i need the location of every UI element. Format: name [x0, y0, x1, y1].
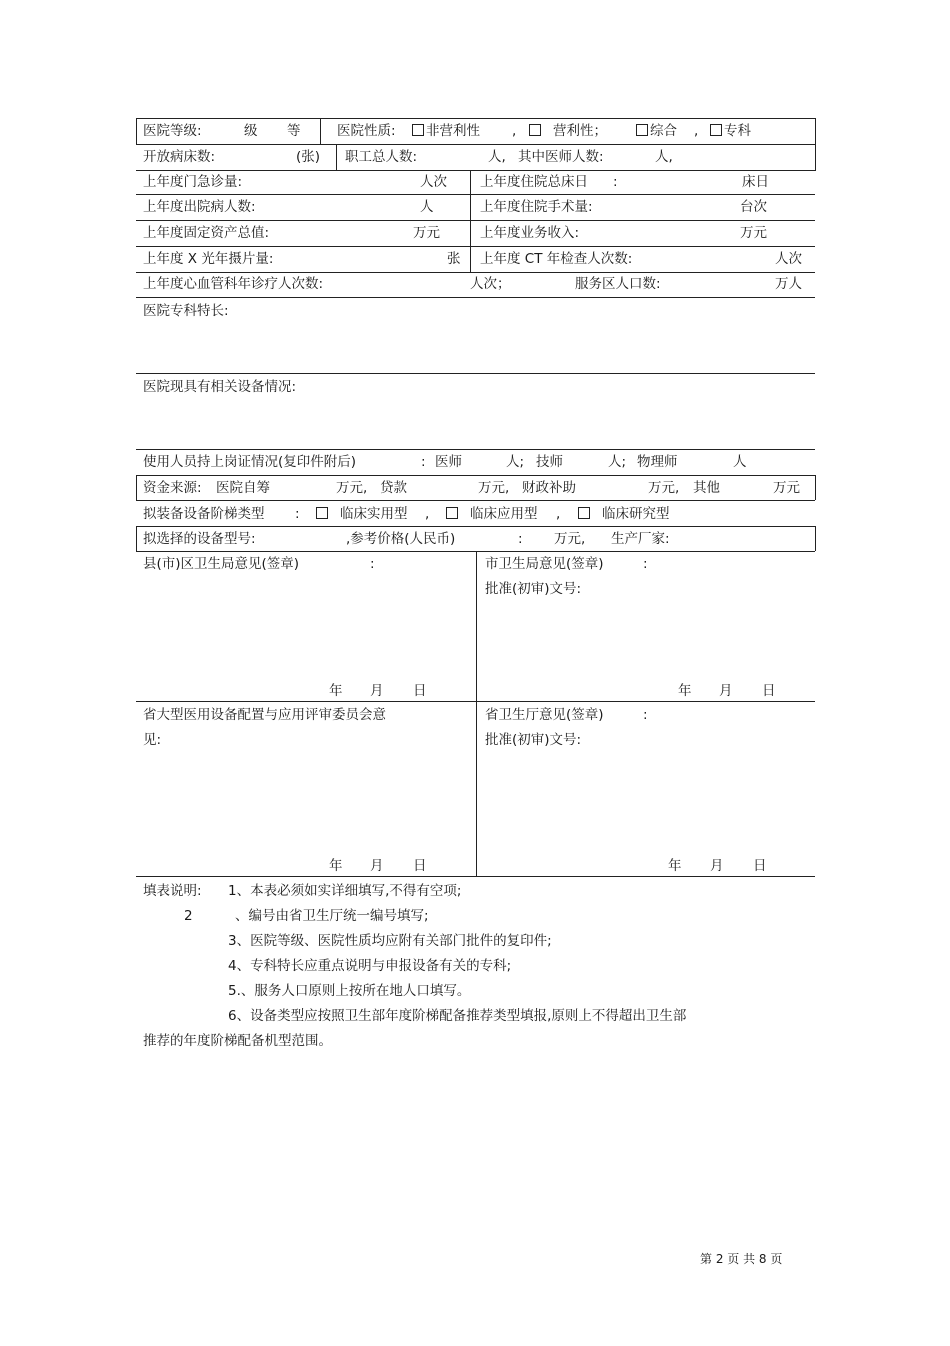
note-6-line-1: 6、设备类型应按照卫生部年度阶梯配备推荐类型填报,原则上不得超出卫生部: [228, 1008, 687, 1024]
county-opinion-colon: :: [370, 556, 375, 572]
note-1: 1、本表必须如实详细填写,不得有空项;: [228, 883, 462, 899]
nature-option-specialty[interactable]: [710, 123, 751, 139]
funding-subsidy-unit: 万元,: [648, 480, 680, 496]
checkbox-icon[interactable]: [578, 507, 590, 519]
beds-unit: (张): [296, 149, 321, 165]
cert-physicist-unit: 人: [733, 454, 747, 470]
city-date-month: 月: [719, 683, 733, 699]
rule-opinion-bottom: [136, 876, 815, 877]
nature-option-nonprofit[interactable]: [412, 123, 480, 139]
nature-option-profit-label: 营利性；: [553, 123, 607, 139]
tier-option-applied[interactable]: [446, 506, 538, 522]
rule-specialty-bottom: [136, 373, 815, 374]
note-3: 3、医院等级、医院性质均应附有关部门批件的复印件;: [228, 933, 552, 949]
maker-label: 生产厂家:: [611, 531, 670, 547]
tier-label: 拟装备设备阶梯类型: [143, 506, 265, 522]
note-5: 5.、服务人口原则上按所在地人口填写。: [228, 983, 471, 999]
tier-option-applied-label: 临床应用型: [470, 506, 538, 522]
funding-loan-unit: 万元,: [478, 480, 510, 496]
city-approval-label: 批准(初审)文号:: [485, 581, 582, 597]
cert-colon: :: [421, 454, 426, 470]
population-unit: 万人: [775, 276, 802, 292]
nature-label: 医院性质:: [337, 123, 396, 139]
province-approval-label: 批准(初审)文号:: [485, 732, 582, 748]
committee-date-month: 月: [370, 858, 384, 874]
county-date-year: 年: [329, 683, 343, 699]
doctors-unit: 人,: [655, 149, 673, 165]
rule-row4-bottom: [136, 220, 815, 221]
note-4: 4、专科特长应重点说明与申报设备有关的专科;: [228, 958, 512, 974]
rule-model-left: [136, 526, 137, 551]
assets-label: 上年度固定资产总值:: [143, 225, 270, 241]
province-date-day: 日: [753, 858, 767, 874]
committee-opinion-title-2: 见:: [143, 732, 162, 748]
xray-unit: 张: [447, 251, 461, 267]
price-colon: :: [518, 531, 523, 547]
nature-option-nonprofit-label: 非营利性: [426, 123, 480, 139]
inpatient-days-colon: :: [613, 174, 618, 190]
funding-label: 资金来源:: [143, 480, 202, 496]
province-date-year: 年: [668, 858, 682, 874]
page-number: 第 2 页 共 8 页: [700, 1252, 783, 1266]
equipment-label: 医院现具有相关设备情况:: [143, 379, 297, 395]
funding-other-unit: 万元: [773, 480, 800, 496]
grade-class-unit: 等: [287, 123, 301, 139]
price-unit: 万元,: [554, 531, 586, 547]
discharged-label: 上年度出院病人数:: [143, 199, 256, 215]
ct-unit: 人次: [775, 251, 802, 267]
doctors-label: 其中医师人数:: [518, 149, 604, 165]
grade-label: 医院等级:: [143, 123, 202, 139]
rule-left-top: [136, 118, 137, 144]
rule-right-top: [815, 118, 816, 171]
rule-row5-bottom: [136, 246, 815, 247]
rule-row1-bottom: [136, 144, 815, 145]
funding-self-unit: 万元,: [336, 480, 368, 496]
surgery-label: 上年度住院手术量:: [480, 199, 593, 215]
city-opinion-title: 市卫生局意见(签章): [485, 556, 604, 572]
rule-funding-right: [815, 475, 816, 500]
nature-sep-2: ,: [694, 123, 699, 139]
grade-level-unit: 级: [244, 123, 258, 139]
checkbox-icon[interactable]: [412, 124, 424, 136]
cardio-label: 上年度心血管科年诊疗人次数:: [143, 276, 324, 292]
province-opinion-title: 省卫生厅意见(签章): [485, 707, 604, 723]
surgery-unit: 台次: [740, 199, 767, 215]
beds-label: 开放病床数:: [143, 149, 216, 165]
rule-row6-bottom: [136, 272, 815, 273]
tier-option-research-label: 临床研究型: [602, 506, 670, 522]
xray-label: 上年度 X 光年摄片量:: [143, 251, 274, 267]
note-2-number: 2: [184, 908, 193, 924]
committee-date-day: 日: [413, 858, 427, 874]
city-date-year: 年: [678, 683, 692, 699]
model-label: 拟选择的设备型号:: [143, 531, 256, 547]
nature-option-profit[interactable]: [529, 123, 607, 139]
tier-colon: :: [295, 506, 300, 522]
population-label: 服务区人口数:: [575, 276, 661, 292]
rule-stats-divider: [470, 170, 471, 273]
cert-doctor-unit: 人;: [506, 454, 525, 470]
nature-option-general[interactable]: [636, 123, 677, 139]
province-opinion-colon: :: [643, 707, 648, 723]
note-6-line-2: 推荐的年度阶梯配备机型范围。: [143, 1033, 332, 1049]
cert-physicist: 物理师: [637, 454, 678, 470]
tier-option-research[interactable]: [578, 506, 670, 522]
nature-option-specialty-label: 专科: [724, 123, 751, 139]
outpatient-unit: 人次: [420, 174, 447, 190]
funding-subsidy: 财政补助: [522, 480, 576, 496]
ct-label: 上年度 CT 年检查人次数:: [480, 251, 633, 267]
county-date-day: 日: [413, 683, 427, 699]
cert-label: 使用人员持上岗证情况(复印件附后): [143, 454, 357, 470]
rule-opinion-divider: [476, 551, 477, 876]
tier-option-practical[interactable]: [316, 506, 408, 522]
rule-equipment-bottom: [136, 449, 815, 450]
rule-funding-bottom: [136, 500, 815, 501]
note-2: 、编号由省卫生厅统一编号填写;: [235, 908, 429, 924]
notes-title: 填表说明:: [143, 883, 202, 899]
checkbox-icon[interactable]: [446, 507, 458, 519]
revenue-label: 上年度业务收入:: [480, 225, 580, 241]
rule-tier-bottom: [136, 526, 815, 527]
city-date-day: 日: [762, 683, 776, 699]
checkbox-icon[interactable]: [529, 124, 541, 136]
cert-tech-unit: 人;: [608, 454, 627, 470]
rule-opinion-middle: [136, 701, 815, 702]
price-label: ,参考价格(人民币): [346, 531, 456, 547]
tier-option-practical-label: 临床实用型: [340, 506, 408, 522]
funding-self: 医院自筹: [216, 480, 270, 496]
inpatient-days-label: 上年度住院总床日: [480, 174, 588, 190]
rule-funding-left: [136, 475, 137, 500]
specialty-label: 医院专科特长:: [143, 303, 229, 319]
county-date-month: 月: [370, 683, 384, 699]
cert-doctor: 医师: [435, 454, 462, 470]
cardio-unit: 人次；: [470, 276, 511, 292]
rule-row3-bottom: [136, 194, 815, 195]
nature-option-general-label: 综合: [650, 123, 677, 139]
revenue-unit: 万元: [740, 225, 767, 241]
committee-date-year: 年: [329, 858, 343, 874]
rule-cert-bottom: [136, 475, 815, 476]
tier-sep-2: ,: [556, 506, 561, 522]
committee-opinion-title-1: 省大型医用设备配置与应用评审委员会意: [143, 707, 386, 723]
staff-unit: 人,: [488, 149, 506, 165]
rule-grade-divider: [320, 118, 321, 144]
funding-loan: 贷款: [380, 480, 407, 496]
rule-top: [136, 118, 815, 119]
checkbox-icon[interactable]: [636, 124, 648, 136]
county-opinion-title: 县(市)区卫生局意见(签章): [143, 556, 300, 572]
staff-label: 职工总人数:: [345, 149, 418, 165]
inpatient-days-unit: 床日: [742, 174, 769, 190]
rule-model-right: [815, 526, 816, 551]
assets-unit: 万元: [413, 225, 440, 241]
cert-tech: 技师: [536, 454, 563, 470]
nature-sep-1: ,: [512, 123, 517, 139]
outpatient-label: 上年度门急诊量:: [143, 174, 243, 190]
checkbox-icon[interactable]: [710, 124, 722, 136]
funding-other: 其他: [693, 480, 720, 496]
checkbox-icon[interactable]: [316, 507, 328, 519]
city-opinion-colon: :: [643, 556, 648, 572]
rule-beds-divider: [336, 144, 337, 171]
discharged-unit: 人: [420, 199, 434, 215]
rule-row7-bottom: [136, 297, 815, 298]
province-date-month: 月: [710, 858, 724, 874]
tier-sep-1: ,: [425, 506, 430, 522]
rule-row2-bottom: [136, 170, 815, 171]
